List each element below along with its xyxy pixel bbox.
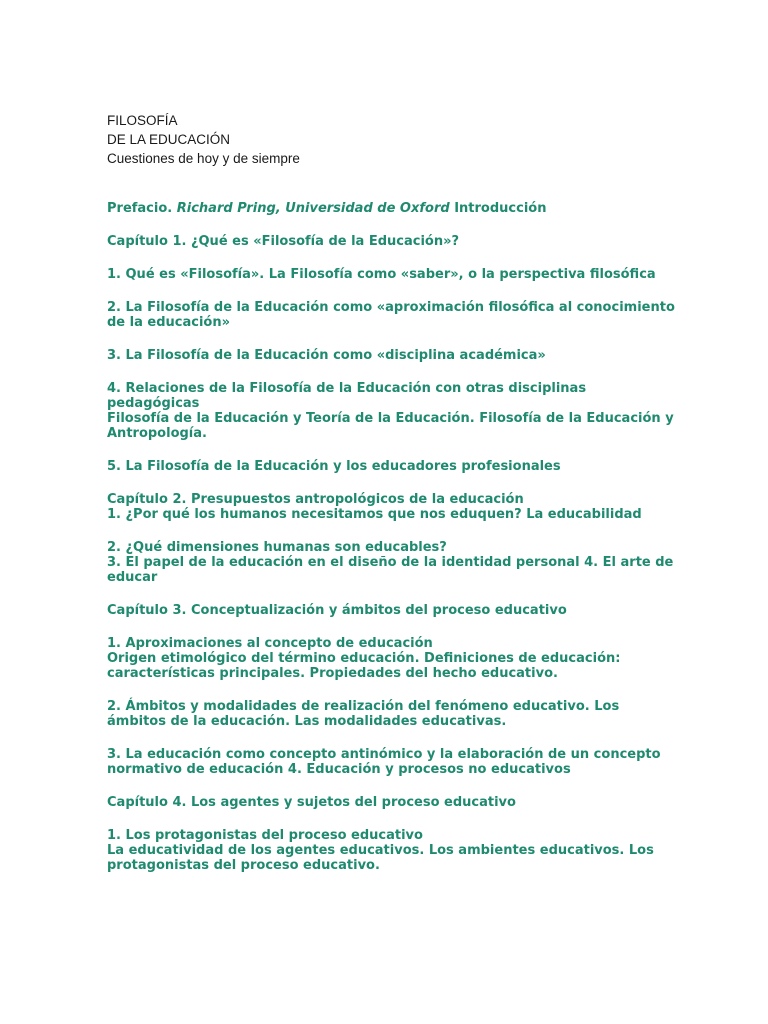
toc-entry-preface	[107, 201, 707, 216]
title-block	[107, 111, 707, 168]
subtitle: Cuestiones de hoy y de siempre	[107, 151, 300, 166]
section-3-2-line-2: ámbitos de la educación. Las modalidades educativas.	[107, 714, 507, 729]
toc-entry-3-2	[107, 699, 707, 729]
chapter-3-title: Capítulo 3. Conceptualización y ámbitos del proceso educativo	[107, 603, 567, 618]
section-2-3-line-1: 3. El papel de la educación en el diseño de la identidad personal 4. El arte de	[107, 555, 674, 570]
toc-entry-1-4	[107, 381, 707, 441]
toc-entry-1-3	[107, 348, 707, 363]
section-1-2-line-2: de la educación»	[107, 315, 231, 330]
section-2-1: 1. ¿Por qué los humanos necesitamos que nos eduquen? La educabilidad	[107, 507, 642, 522]
toc-entry-chapter-1	[107, 234, 707, 249]
section-1-3: 3. La Filosofía de la Educación como «disciplina académica»	[107, 348, 546, 363]
toc-entry-3-3	[107, 747, 707, 777]
section-2-2: 2. ¿Qué dimensiones humanas son educables?	[107, 540, 447, 555]
section-2-3-line-2: educar	[107, 570, 158, 585]
section-1-1: 1. Qué es «Filosofía». La Filosofía como «saber», o la perspectiva filosófica	[107, 267, 656, 282]
toc-entry-2-2	[107, 540, 707, 585]
section-1-4-line-2: pedagógicas	[107, 396, 200, 411]
chapter-4-title: Capítulo 4. Los agentes y sujetos del proceso educativo	[107, 795, 516, 810]
section-3-1-line-2: Origen etimológico del término educación. Definiciones de educación:	[107, 651, 621, 666]
section-1-2-line-1: 2. La Filosofía de la Educación como «aproximación filosófica al conocimiento	[107, 300, 675, 315]
section-3-1: 1. Aproximaciones al concepto de educación	[107, 636, 433, 651]
section-1-4-line-1: 4. Relaciones de la Filosofía de la Educación con otras disciplinas	[107, 381, 587, 396]
toc-entry-chapter-3	[107, 603, 707, 618]
preface-author: Richard Pring, Universidad de Oxford	[176, 201, 450, 216]
section-4-1: 1. Los protagonistas del proceso educativo	[107, 828, 423, 843]
table-of-contents	[107, 201, 707, 873]
section-3-3-line-1: 3. La educación como concepto antinómico y la elaboración de un concepto	[107, 747, 661, 762]
preface-suffix: Introducción	[449, 201, 547, 216]
chapter-1-title: Capítulo 1. ¿Qué es «Filosofía de la Educación»?	[107, 234, 460, 249]
toc-entry-1-5	[107, 459, 707, 474]
section-3-1-line-3: características principales. Propiedades del hecho educativo.	[107, 666, 558, 681]
title-line-1: FILOSOFÍA	[107, 113, 178, 128]
section-1-5: 5. La Filosofía de la Educación y los educadores profesionales	[107, 459, 561, 474]
chapter-2-title: Capítulo 2. Presupuestos antropológicos de la educación	[107, 492, 524, 507]
toc-entry-chapter-2	[107, 492, 707, 522]
toc-entry-3-1	[107, 636, 707, 681]
toc-entry-4-1	[107, 828, 707, 873]
section-1-4-line-3: Filosofía de la Educación y Teoría de la Educación. Filosofía de la Educación y	[107, 411, 674, 426]
title-line-2: DE LA EDUCACIÓN	[107, 132, 231, 147]
section-3-2-line-1: 2. Ámbitos y modalidades de realización del fenómeno educativo. Los	[107, 699, 620, 714]
preface-prefix: Prefacio.	[107, 201, 177, 216]
document-page	[107, 111, 707, 891]
toc-entry-1-1	[107, 267, 707, 282]
section-3-3-line-2: normativo de educación 4. Educación y procesos no educativos	[107, 762, 571, 777]
section-4-1-line-3: protagonistas del proceso educativo.	[107, 858, 380, 873]
toc-entry-1-2	[107, 300, 707, 330]
section-4-1-line-2: La educatividad de los agentes educativos. Los ambientes educativos. Los	[107, 843, 654, 858]
toc-entry-chapter-4	[107, 795, 707, 810]
section-1-4-line-4: Antropología.	[107, 426, 207, 441]
